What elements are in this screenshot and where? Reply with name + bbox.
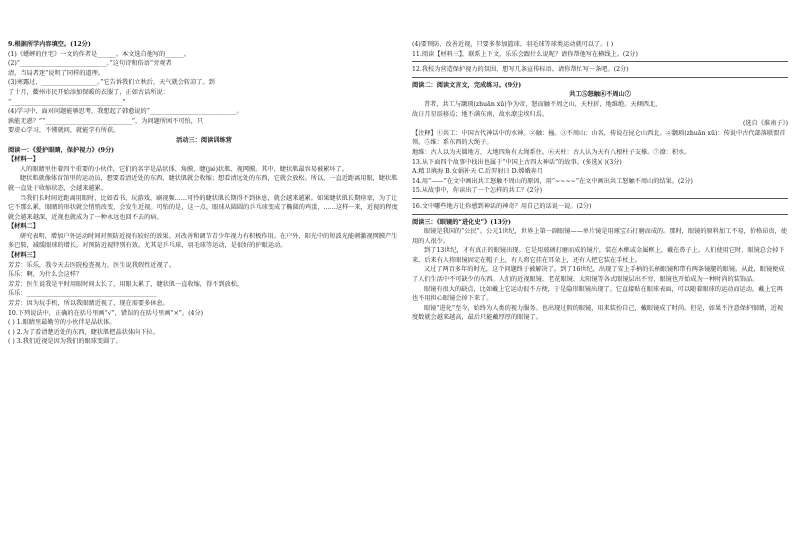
- poem-title: 共工⑤怒触⑥不周山⑦: [569, 91, 631, 99]
- poem-line-1: 昔者，共工与颛顼(zhuān xū)争为帝，怒而触不周之山，天柱折，地维绝。天倾西北，: [424, 100, 662, 108]
- dialogue-line-5: 芳芳：因为玩手机，所以我眼睛近视了，现在需要多休息。: [8, 300, 169, 308]
- answer-line: [412, 77, 788, 78]
- answer-line: [412, 214, 788, 215]
- answer-line: [412, 61, 788, 62]
- q16: 16.文中哪些地方让你感到神话的神奇？用自己的话说一说。(2分): [412, 202, 592, 210]
- material-1-para-2: 睫状肌就像体育馆里的运动员，想要看清近处的东西，睫状肌就会收缩；想看清远处的东西，它就会放松。所以，一直近距离用眼，睫状肌就一直处于收缩状态，会越来越累。: [8, 175, 398, 192]
- reading-3-para-5: 眼镜“进化”至今，始终为人类的视力服务。也出现过假的眼镜，用来装扮自己，戴眼镜成了时尚。但是，如果不注意保护眼睛，近视度数就会越来越高，最后只能戴厚厚的眼镜了。: [412, 304, 784, 322]
- right-column: [412, 40, 788, 323]
- poem-line-2: 故日月星辰移焉；地不满东南，故水潦尘埃归焉。: [412, 110, 549, 118]
- q9-item-3a: (3)寒露过，__________________。”它告诉我们立秋后，天气就会转凉了。到: [8, 79, 215, 87]
- q10-title: 10.下列说法中，正确的在括号里画“√”，错误的在括号里画“×”。(4分): [8, 309, 204, 317]
- material-1-para-1: 人的眼睛里住着四个重要的小伙伴，它们的名字是晶状体、角膜、睫(jié)状肌、视网膜。其中，睫状肌最容易被累坏了。: [20, 165, 348, 173]
- material-2-para-1: 研究表明，增加户外运动时间对预防近视有较好的效果。对改善和调节青少年视力有积极作用。在户外，阳光中的短波光能刺激视网膜产生多巴胺，减缓眼球的增长，对预防近视特别有效。尤其是乒乓球、羽毛球等运动，是很好的护眼运动。: [8, 232, 398, 250]
- dialogue-line-1: 芳芳：乐乐，我今天去医院检查视力，医生说我假性近视了。: [8, 261, 176, 269]
- q13-options: A.精卫填海 B.女娲补天 C.后羿射日 D.嫦娥奔月: [412, 168, 544, 176]
- q9-item-4c: 要虚心学习，不懂就问，就能学有所获。: [8, 127, 120, 135]
- q10-item-3: ( ) 3.我们近视是因为我们的眼球变圆了。: [8, 338, 122, 346]
- q15: 15.从故事中，你读出了一个怎样的共工？(2分): [412, 187, 542, 195]
- q9-item-2b: 清，当局者迷”说明了同样的道理。: [8, 69, 104, 77]
- dialogue-line-4: 乐乐：__________________________________________: [8, 290, 157, 298]
- dialogue-line-3: 芳芳：医生说我是平时用眼时间太长了，用眼太累了，睫状肌一直收缩，得不到放松。: [8, 280, 244, 288]
- q9-item-1: (1)《蟋蟀的住宅》一文的作者是______。本文选自他写的______。: [8, 50, 191, 58]
- q10-item-4: (4)要预防、改善近视，只要多参加篮球、羽毛球等球类运动就可以了。( ): [412, 41, 614, 48]
- q12: 12.我校为营造保护视力的氛围，想写几条宣传标语。请你帮忙写一条吧。(2分): [412, 66, 629, 74]
- reading-2-title: 阅读二：阅读文言文，完成练习。(9分): [412, 81, 522, 89]
- q9-item-3c: “____________________________________”: [8, 98, 126, 106]
- reading-3-para-3: 又过了两百多年的时光，这个问题终于被解决了。到了16世纪，出现了安上手柄的长柄眼镜和带有两条镜腿的眼镜。从此，眼镜便成了人们生活中不可缺少的东西。人们的近视眼镜、老花眼镜、太阳镜等各式眼镜层出不穷，眼镜也开始成为一种时尚的装饰品。: [412, 266, 785, 284]
- poem-source: (选自《淮南子》): [742, 120, 788, 128]
- q10-item-1: ( ) 1.眼睛里最勤劳的小伙伴是晶状体。: [8, 319, 116, 327]
- q11: 11.阅读【材料三】，联系上下文，乐乐会跟什么说呢？请你帮他写在横线上。(2分): [412, 50, 638, 58]
- q9-item-3b: 了十月，衢州市民开始添加保暖的衣服了，正如古话所说：: [8, 88, 169, 96]
- reading-3-title: 阅读三：《眼镜的“进化史”》(13分): [412, 218, 511, 226]
- q9-item-2a: (2)“____________________________。”这句诗和俗语“旁观者: [8, 60, 172, 68]
- material-3-label: 【材料三】: [8, 252, 39, 260]
- material-1-label: 【材料一】: [8, 156, 39, 164]
- reading-3-para-2: 到了13世纪，才有真正的眼镜出现。它是用玻璃打磨而成的镜片，装在木框或金属框上，戴在鼻子上。人们使用它时，眼镜总会掉下来，后来有人将眼镜固定在帽子上，有人将它挂在耳朵上，还有人把它装在手杖上。: [412, 247, 785, 264]
- q13: 13.从下面四个故事中找出也属于“中国上古四大神话”的故事。(多选)( )(3分): [412, 158, 622, 166]
- left-column: [8, 40, 400, 347]
- reading-3-para-1: 眼镜是我国的“公民”。公元1世纪，世界上第一副眼镜——单片镜是用琢宝石打磨而成的。那时，眼镜的原料加工不易，价格昂贵，使用的人很少。: [412, 228, 787, 245]
- q9-item-4b: 孰能无惑？”“____________________________”，为问题所困不可怕，只: [8, 117, 204, 125]
- q9-title: 9.根据所学内容填空。(12分): [8, 41, 91, 48]
- q10-item-2: ( ) 2.为了看清楚近处的东西，睫状肌把晶状体向下拉。: [8, 328, 159, 336]
- material-2-label: 【材料二】: [8, 223, 39, 231]
- q9-item-4a: (4)学习中，面对问题能够思考，我想起了韩愈说的“____________________________。: [8, 108, 243, 116]
- notes-part-2: 地维：古人以为天圆地方，大地四角有大绳系住。⑥天柱：古人认为天有八根柱子支撑。⑦潦：积水。: [412, 148, 691, 156]
- dialogue-line-2: 乐乐：啊，为什么会这样？: [8, 271, 83, 279]
- reading-1-title: 阅读一：《爱护眼睛，保护视力》(9分): [8, 146, 115, 154]
- notes-part-1: 【注释】①共工：中国古代神话中的水神。②触：撞。③不周山：山名，传说在昆仑山西北。④颛顼(zhuān xū)：传说中古代部落联盟首领。⑤维：系东西的大绳子。: [412, 129, 786, 147]
- activity-heading: 活动三：阅读训练营: [176, 136, 232, 144]
- reading-3-para-4: 眼镜有很大的缺点，比如戴上它运动很不方便，于是隐形眼镜出现了。它直接贴在眼球表面，可以随着眼球的运动而运动，戴上它再也不用担心眼镜会掉下来了。: [412, 285, 783, 303]
- q14: 14.用“——”在文中画出共工怒触不周山的原因，用“~~~~”在文中画出共工怒触不周山的结果。(2分): [412, 177, 693, 185]
- answer-line: [412, 198, 788, 199]
- material-1-para-3: 当我们长时间近距离用眼时，比如看书、玩游戏、刷视频……可怜的睫状肌长期得不到休息，就会越来越累。如果睫状肌长期痉挛，为了让它不那么累，眼睛的形状就会悄悄改变，会发生近视。可怕的是，这一点，眼球从圆圆的乒乓球变成了椭圆的鸡蛋，……这样一来，近视的程度就会越来越深，近视也就成为了一种永远也回不去的病。: [8, 194, 398, 221]
